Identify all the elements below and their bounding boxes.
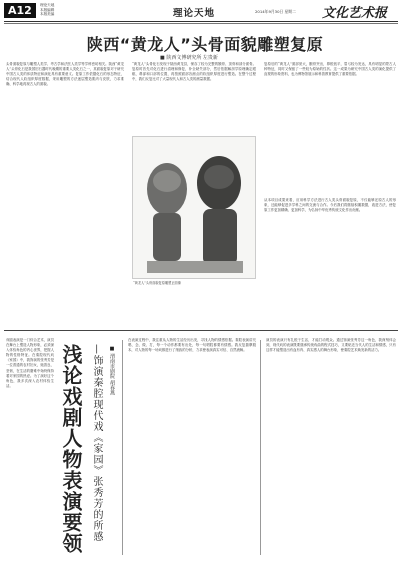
skull-sculpture-photo [132, 136, 256, 279]
article2-title: 浅论戏剧人物表演要领 [59, 344, 83, 554]
article-column-1: 头骨面貌复原与雕塑人类学、考古学和法医人类学等学科密切相关。陕西“黄龙人”头骨化石是我国旧石器时代晚期的重要人类化石之一，其面貌复原对于研究中国古人类的体质特征和演化具有重要意义。复原工作依据化石的形态特征，结合现代人软组织厚度数据，采用雕塑的方法逐层塑造肌肉与皮肤，力求准确、科学地再现古人的面貌。 [6, 62, 124, 87]
article-column-4: 从本项目成果来看，应用科学方法进行古人类头骨面貌复原，不仅能够还原古人的形象，还能够促进多学科之间的交流与合作。今后我们将继续积累数据，改进方法，使复原工作更加精确、更加科学，为弘扬中华优秀传统文化作出贡献。 [264, 198, 396, 213]
header-rule [4, 21, 398, 22]
newspaper-logo: 文化艺术报 [322, 6, 388, 21]
article-column-3: 复原后的“黄龙人”面部宽大，颧骨突出，鼻根低平，眉弓较为发达，具有明显的蒙古人种特征，同时又保留了一些较为原始的性状。这一成果为研究中国古人类的演化提供了直观的形象资料，也为博物馆展示和科普教育提供了重要依据。 [264, 62, 396, 77]
article2-column-1: 戏剧表演是一门综合艺术，演员在舞台上塑造人物形象，必须深入体验角色的内心世界，把握人物的性格特征。在秦腔现代戏《家园》中，我饰演的张秀芳是一位普通的农村妇女，她善良、坚韧，在生活的磨难中始终保持着对家园的热爱。为了演好这个角色，我多次深入农村体验生活。 [6, 338, 54, 388]
column-divider [260, 340, 261, 555]
article2-column-2: 在表演过程中，我注重从人物的生活经历出发，寻找人物的情感依据。秦腔表演讲究唱、念、做、打，每一个动作都要有出处，每一句唱腔都要有情感。我反复揣摩剧本，对人物的每一场戏都进行了细致的分析，力求使表演真实可信、自然流畅。 [128, 338, 256, 353]
article-column-2: “黄龙人”头骨化石发现于陕西黄龙县，保存了较为完整的额骨、顶骨和部分面骨。复原时首先对化石进行清理和修复，补全缺失部分，然后依据解剖学原理确定眼眶、鼻部和口部的位置，再按照面部各测点的软组织厚度进行塑造。在整个过程中，我们反复比对了大量现代人和古人类的测量数据。 [132, 62, 256, 82]
article-byline: ■ 陕西文博研究所 左贵新 [160, 55, 218, 61]
column-divider [122, 340, 123, 555]
article-title: 陕西“黄龙人”头骨面貌雕塑复原 [86, 35, 324, 54]
header-rule-thin [4, 23, 398, 24]
article2-column-3: 演员的表演只有扎根于生活，才能打动观众。通过饰演张秀芳这一角色，我深刻体会到，现代戏的表演既要继承传统戏曲的程式技巧，又要贴近当代人的生活和情感，只有这样才能塑造出有血有肉、真实感人的舞台形象，使秦腔艺术焕发新的活力。 [266, 338, 396, 353]
section-divider [4, 330, 398, 331]
page-number: A12 [4, 3, 36, 18]
photo-caption: “黄龙人”头骨面貌复原雕塑正面像 [133, 281, 181, 285]
issue-date: 2014年9月30日 星期二 [255, 9, 296, 14]
article2-subtitle: —饰演秦腔现代戏《家园》张秀芳的所感 [91, 344, 102, 542]
section-title: 理论天地 [173, 8, 216, 19]
sculpture-figure-icon [133, 137, 255, 278]
page-header [0, 0, 402, 22]
article2-author: ■ 渭南市剧院 胡春燕 [109, 346, 115, 396]
edition-meta: 理论天地 本版编辑 本版美编 [40, 3, 55, 17]
